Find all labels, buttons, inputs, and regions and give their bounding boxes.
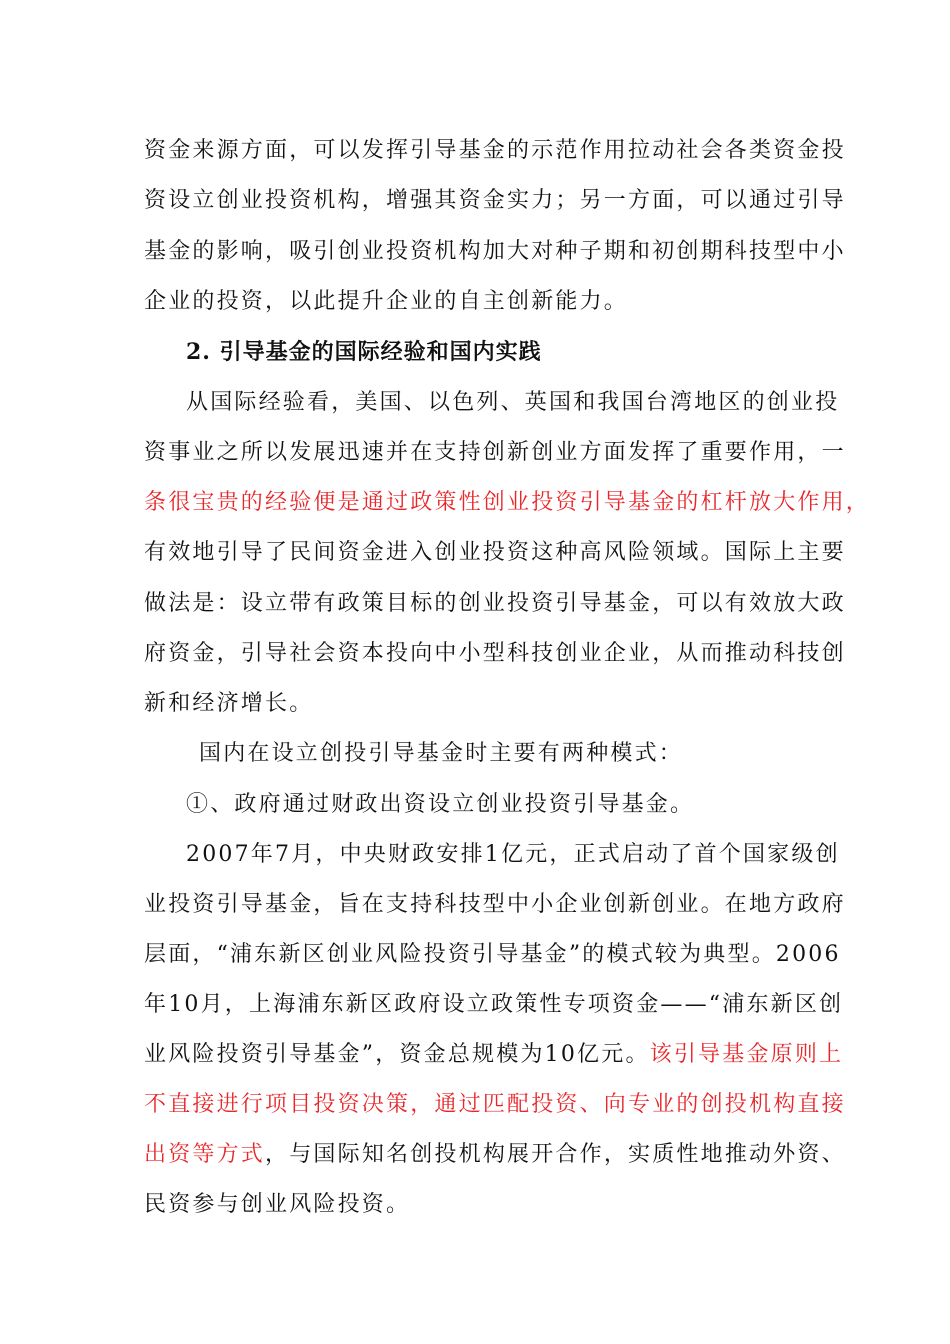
paragraph-4: ①、政府通过财政出资设立创业投资引导基金。 — [186, 792, 695, 817]
paragraph-5-line-2: 业投资引导基金，旨在支持科技型中小企业创新创业。在地方政府 — [144, 892, 846, 917]
section-heading: 2. 引导基金的国际经验和国内实践 — [186, 339, 542, 365]
paragraph-1-line-1: 资金来源方面，可以发挥引导基金的示范作用拉动社会各类资金投 — [144, 138, 846, 163]
paragraph-2-line-2: 资事业之所以发展迅速并在支持创新创业方面发挥了重要作用，一 — [144, 440, 846, 465]
paragraph-1-line-3: 基金的影响，吸引创业投资机构加大对种子期和初创期科技型中小 — [144, 239, 846, 264]
paragraph-1-line-4: 企业的投资，以此提升企业的自主创新能力。 — [144, 289, 629, 314]
paragraph-2-line-1: 从国际经验看，美国、以色列、英国和我国台湾地区的创业投 — [186, 390, 840, 415]
paragraph-1-line-2: 资设立创业投资机构，增强其资金实力；另一方面，可以通过引导 — [144, 188, 846, 213]
paragraph-5-line-5-highlight: 该引导基金原则上 — [649, 1042, 844, 1067]
paragraph-2-line-3-highlight: 条很宝贵的经验便是通过政策性创业投资引导基金的杠杆放大作用， — [144, 490, 871, 515]
paragraph-5-line-5 — [144, 1035, 843, 1075]
paragraph-2-line-7: 新和经济增长。 — [144, 691, 314, 716]
paragraph-5-line-4: 年10月，上海浦东新区政府设立政策性专项资金——“浦东新区创 — [144, 992, 844, 1017]
paragraph-5-line-1: 2007年7月，中央财政安排1亿元，正式启动了首个国家级创 — [186, 842, 840, 867]
paragraph-2-line-5: 做法是：设立带有政策目标的创业投资引导基金，可以有效放大政 — [144, 591, 846, 616]
paragraph-5-line-8: 民资参与创业风险投资。 — [144, 1192, 411, 1217]
paragraph-5-line-7-highlight: 出资等方式 — [144, 1142, 266, 1167]
paragraph-5-line-3: 层面，“浦东新区创业风险投资引导基金”的模式较为典型。2006 — [144, 942, 841, 967]
paragraph-3: 国内在设立创投引导基金时主要有两种模式： — [199, 741, 684, 766]
paragraph-2-line-6: 府资金，引导社会资本投向中小型科技创业企业，从而推动科技创 — [144, 641, 846, 666]
paragraph-5-line-7 — [144, 1135, 846, 1175]
paragraph-5-line-5-text: 业风险投资引导基金”，资金总规模为10亿元。 — [144, 1042, 650, 1067]
paragraph-2-line-4: 有效地引导了民间资金进入创业投资这种高风险领域。国际上主要 — [144, 540, 846, 565]
paragraph-5-line-6-highlight: 不直接进行项目投资决策，通过匹配投资、向专业的创投机构直接 — [144, 1092, 846, 1117]
paragraph-5-line-7-text: ，与国际知名创投机构展开合作，实质性地推动外资、 — [265, 1142, 846, 1167]
